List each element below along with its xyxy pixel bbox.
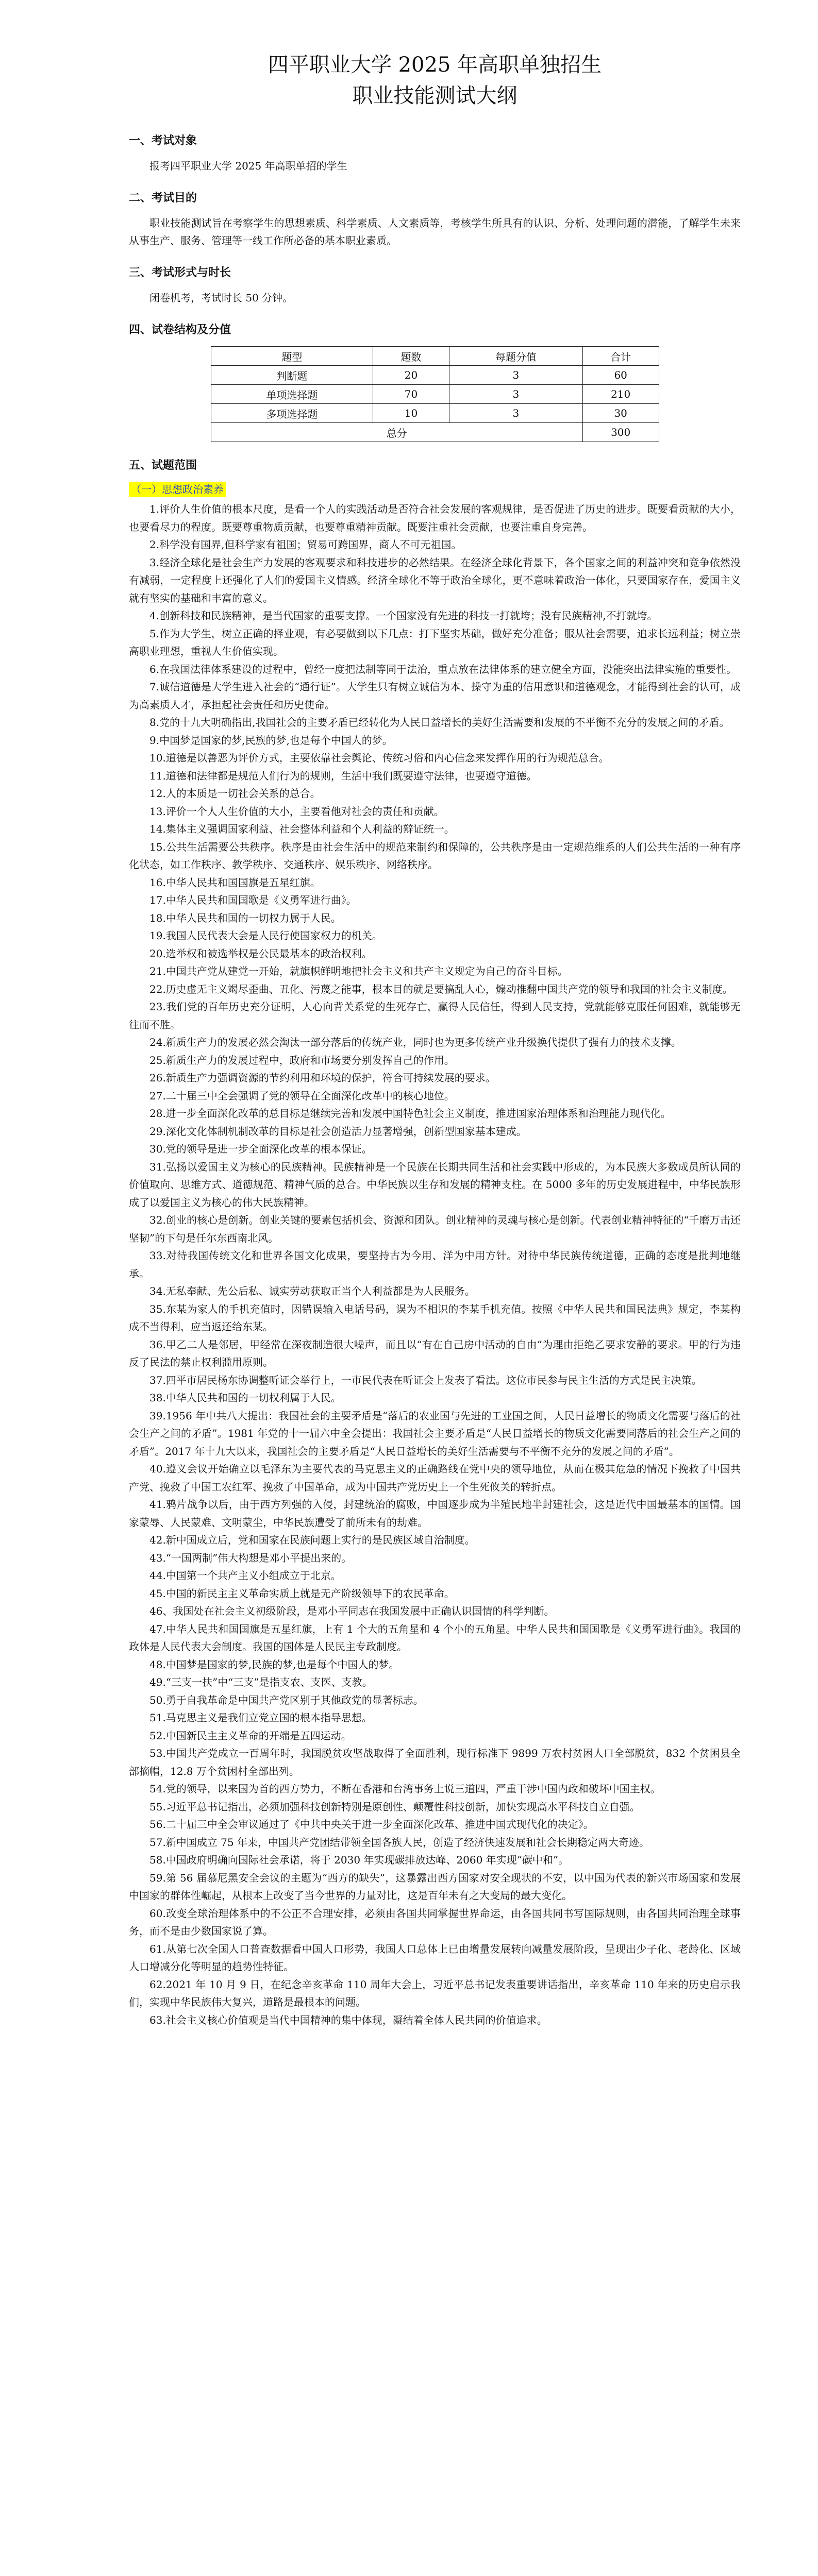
section-title-exam-format: 三、考试形式与时长 [129,266,231,279]
list-item: 26.新质生产力强调资源的节约利用和环境的保护，符合可持续发展的要求。 [149,1072,496,1084]
table-cell: 判断题 [211,366,373,385]
table-header-cell: 每题分值 [449,347,582,366]
list-item: 34.无私奉献、先公后私、诚实劳动获取正当个人利益都是为人民服务。 [149,1285,475,1297]
table-cell: 60 [582,366,659,385]
table-cell: 单项选择题 [211,385,373,404]
list-item: 40.遵义会议开始确立以毛泽东为主要代表的马克思主义的正确路线在党中央的领导地位，从而在极其危急的情况下挽救了中国共产党、挽救了中国工农红军、挽救了中国革命，成为中国共产党历史上一个生死攸关的转折点。 [129,1463,741,1493]
list-item: 59.第 56 届慕尼黑安全会议的主题为“西方的缺失”，这暴露出西方国家对安全现状的不安，以中国为代表的新兴市场国家和发展中国家的群体性崛起，从根本上改变了当今世界的力量对比，这是百年未有之大变局的最大变化。 [129,1871,741,1902]
table-cell: 70 [373,385,449,404]
list-item: 48.中国梦是国家的梦,民族的梦,也是每个中国人的梦。 [149,1658,399,1671]
table-total-row [211,423,659,442]
list-item: 8.党的十九大明确指出,我国社会的主要矛盾已经转化为人民日益增长的美好生活需要和发展的不平衡不充分的发展之间的矛盾。 [149,716,730,728]
table-total-label: 总分 [211,423,582,442]
table-header-cell: 题数 [373,347,449,366]
list-item: 24.新质生产力的发展必然会淘汰一部分落后的传统产业，同时也为更多传统产业升级换代提供了强有力的技术支撑。 [149,1036,681,1048]
list-item: 36.甲乙二人是邻居，甲经常在深夜制造很大噪声，而且以“有在自己房中活动的自由”为理由拒绝乙要求安静的要求。甲的行为违反了民法的禁止权利滥用原则。 [129,1338,741,1368]
list-item: 57.新中国成立 75 年来，中国共产党团结带领全国各族人民，创造了经济快速发展和社会长期稳定两大奇迹。 [149,1836,649,1849]
list-item: 49.“三支一扶”中“三支”是指支农、支医、支教。 [149,1676,373,1688]
list-item: 18.中华人民共和国的一切权力属于人民。 [149,911,341,924]
list-item: 46、我国处在社会主义初级阶段，是邓小平同志在我国发展中正确认识国情的科学判断。 [149,1605,555,1617]
list-item: 17.中华人民共和国国歌是《义勇军进行曲》。 [149,894,357,906]
list-item: 4.创新科技和民族精神，是当代国家的重要支撑。一个国家没有先进的科技一打就垮；没有民族精神,不打就垮。 [149,609,658,622]
list-item: 10.道德是以善恶为评价方式，主要依靠社会舆论、传统习俗和内心信念来发挥作用的行为规范总合。 [149,752,609,764]
list-item: 61.从第七次全国人口普查数据看中国人口形势，我国人口总体上已由增量发展转向减量发展阶段，呈现出少子化、老龄化、区域人口增减分化等明显的趋势性特征。 [129,1942,741,1973]
list-item: 33.对待我国传统文化和世界各国文化成果，要坚持古为今用、洋为中用方针。对待中华民族传统道德，正确的态度是批判地继承。 [129,1249,741,1280]
list-item: 31.弘扬以爱国主义为核心的民族精神。民族精神是一个民族在长期共同生活和社会实践中形成的，为本民族大多数成员所认同的价值取向、思维方式、道德规范、精神气质的总合。中华民族以生存和发展的精神支柱。在 5000 多年的历史发展进程中，中华民族形成了以爱国主义为核心的伟大民族精神。 [129,1160,741,1209]
section-title-question-scope: 五、试题范围 [129,459,197,472]
list-item: 29.深化文化体制机制改革的目标是社会创造活力显著增强，创新型国家基本建成。 [149,1125,527,1138]
table-header-cell: 合计 [582,347,659,366]
list-item: 20.选举权和被选举权是公民最基本的政治权利。 [149,947,372,960]
section-text-exam-target: 报考四平职业大学 2025 年高职单招的学生 [149,160,347,172]
list-item: 22.历史虚无主义竭尽歪曲、丑化、污蔑之能事，根本目的就是要搞乱人心，煽动推翻中国共产党的领导和我国的社会主义制度。 [149,982,733,995]
table-cell: 多项选择题 [211,404,373,423]
table-row [211,404,659,423]
section-title-exam-target: 一、考试对象 [129,134,197,147]
list-item: 35.东某为家人的手机充值时，因错误输入电话号码，误为不相识的李某手机充值。按照《中华人民共和国民法典》规定，李某构成不当得利，应当返还给东某。 [129,1302,741,1333]
section-title-paper-structure: 四、试卷结构及分值 [129,324,231,336]
table-cell: 30 [582,404,659,423]
section-text-exam-format: 闭卷机考，考试时长 50 分钟。 [149,292,293,304]
list-item: 7.诚信道德是大学生进入社会的“通行证”。大学生只有树立诚信为本、操守为重的信用意识和道德观念，才能得到社会的认可，成为高素质人才，承担起社会责任和历史使命。 [129,681,741,711]
list-item: 41.鸦片战争以后，由于西方列强的入侵，封建统治的腐败，中国逐步成为半殖民地半封建社会，这是近代中国最基本的国情。国家蒙辱、人民蒙难、文明蒙尘，中华民族遭受了前所未有的劫难。 [129,1498,741,1529]
list-item: 60.改变全球治理体系中的不公正不合理安排，必须由各国共同掌握世界命运，由各国共同书写国际规则，由各国共同治理全球事务，而不是由少数国家说了算。 [129,1907,741,1937]
list-item: 52.中国新民主主义革命的开端是五四运动。 [149,1729,352,1742]
list-item: 42.新中国成立后，党和国家在民族问题上实行的是民族区域自治制度。 [149,1534,475,1546]
subsection-label-political-literacy: （一）思想政治素养 [129,482,226,497]
list-item: 15.公共生活需要公共秩序。秩序是由社会生活中的规范来制约和保障的，公共秩序是由一定规范维系的人们公共生活的一种有序化状态，如工作秩序、教学秩序、交通秩序、娱乐秩序、网络秩序。 [129,840,741,871]
list-item: 51.马克思主义是我们立党立国的根本指导思想。 [149,1711,372,1724]
list-item: 25.新质生产力的发展过程中，政府和市场要分别发挥自己的作用。 [149,1054,455,1066]
list-item: 3.经济全球化是社会生产力发展的客观要求和科技进步的必然结果。在经济全球化背景下，各个国家之间的利益冲突和竞争依然没有减弱，一定程度上还强化了人们的爱国主义情感。经济全球化不等于政治全球化，更不意味着政治一体化，只要国家存在，爱国主义就有坚实的基础和丰富的意义。 [129,556,741,604]
list-item: 62.2021 年 10 月 9 日，在纪念辛亥革命 110 周年大会上，习近平总书记发表重要讲话指出，辛亥革命 110 年来的历史启示我们，实现中华民族伟大复兴，道路是最根本的问题。 [129,1978,741,2008]
list-item: 58.中国政府明确向国际社会承诺，将于 2030 年实现碳排放达峰、2060 年实现“碳中和”。 [149,1854,569,1866]
table-row [211,385,659,404]
table-cell: 210 [582,385,659,404]
list-item: 54.党的领导，以来国为首的西方势力，不断在香港和台湾事务上说三道四，严重干涉中国内政和破坏中国主权。 [149,1783,661,1795]
list-item: 12.人的本质是一切社会关系的总合。 [149,787,321,800]
document-subtitle: 职业技能测试大纲 [352,84,517,108]
score-distribution-table [211,346,659,442]
score-table-wrapper [211,346,659,442]
list-item: 14.集体主义强调国家利益、社会整体利益和个人利益的辩证统一。 [149,823,455,835]
list-item: 55.习近平总书记指出，必须加强科技创新特别是原创性、颠覆性科技创新，加快实现高水平科技自立自强。 [149,1800,640,1813]
list-item: 13.评价一个人人生价值的大小，主要看他对社会的责任和贡献。 [149,805,444,818]
list-item: 11.道德和法律都是规范人们行为的规则，生活中我们既要遵守法律，也要遵守道德。 [149,769,537,782]
table-cell: 3 [449,366,582,385]
list-item: 23.我们党的百年历史充分证明，人心向背关系党的生死存亡，赢得人民信任，得到人民支持，党就能够克服任何困难，就能够无往而不胜。 [129,1001,741,1031]
list-item: 16.中华人民共和国国旗是五星红旗。 [149,876,321,889]
list-item: 53.中国共产党成立一百周年时，我国脱贫攻坚战取得了全面胜利，现行标准下 9899 万农村贫困人口全部脱贫，832 个贫困县全部摘帽，12.8 万个贫困村全部出列。 [129,1747,741,1777]
table-cell: 10 [373,404,449,423]
list-item: 2.科学没有国界,但科学家有祖国；贸易可跨国界，商人不可无祖国。 [149,538,462,551]
section-title-exam-purpose: 二、考试目的 [129,192,197,205]
table-row [211,366,659,385]
list-item: 39.1956 年中共八大提出：我国社会的主要矛盾是“落后的农业国与先进的工业国之间，人民日益增长的物质文化需要与落后的社会生产之间的矛盾”。1981 年党的十一届六中全会提出：我国社会主要矛盾是“人民日益增长的物质文化需要同落后的社会生产之间的矛盾”。2017 年十九大以来，我国社会的主要矛盾是“人民日益增长的美好生活需要与不平衡不充分的发展之间的矛盾”。 [129,1409,741,1458]
list-item: 38.中华人民共和国的一切权利属于人民。 [149,1392,341,1404]
list-item: 32.创业的核心是创新。创业关键的要素包括机会、资源和团队。创业精神的灵魂与核心是创新。代表创业精神特征的“千磨万击还坚韧”的下句是任尔东西南北风。 [129,1214,741,1244]
list-item: 56.二十届三中全会审议通过了《中共中央关于进一步全面深化改革、推进中国式现代化的决定》。 [149,1818,594,1831]
list-item: 44.中国第一个共产主义小组成立于北京。 [149,1569,341,1582]
list-item: 9.中国梦是国家的梦,民族的梦,也是每个中国人的梦。 [149,734,393,747]
list-item: 5.作为大学生，树立正确的择业观，有必要做到以下几点：打下坚实基础，做好充分准备；服从社会需要，追求长远利益；树立崇高职业理想，重视人生价值实现。 [129,627,741,657]
table-cell: 3 [449,385,582,404]
list-item: 50.勇于自我革命是中国共产党区别于其他政党的显著标志。 [149,1693,424,1706]
list-item: 28.进一步全面深化改革的总目标是继续完善和发展中国特色社会主义制度，推进国家治理体系和治理能力现代化。 [149,1107,671,1120]
table-total-value: 300 [582,423,659,442]
list-item: 63.社会主义核心价值观是当代中国精神的集中体现，凝结着全体人民共同的价值追求。 [149,2013,547,2026]
table-header-row [211,347,659,366]
list-item: 6.在我国法律体系建设的过程中，曾经一度把法制等同于法治，重点放在法律体系的建立健全方面，没能突出法律实施的重要性。 [149,663,737,675]
list-item: 19.我国人民代表大会是人民行使国家权力的机关。 [149,929,382,942]
knowledge-point-list [129,500,741,2029]
list-item: 47.中华人民共和国国旗是五星红旗，上有 1 个大的五角星和 4 个小的五角星。中华人民共和国国歌是《义勇军进行曲》。我国的政体是人民代表大会制度。我国的国体是人民民主专政制度。 [129,1622,741,1653]
section-text-exam-purpose: 职业技能测试旨在考察学生的思想素质、科学素质、人文素质等，考核学生所具有的认识、分析、处理问题的潜能，了解学生未来从事生产、服务、管理等一线工作所必备的基本职业素质。 [129,217,741,247]
table-cell: 3 [449,404,582,423]
table-header-cell: 题型 [211,347,373,366]
table-cell: 20 [373,366,449,385]
list-item: 37.四平市居民杨东协调整听证会举行上，一市民代表在听证会上发表了看法。这位市民参与民主生活的方式是民主决策。 [149,1374,702,1386]
document-title: 四平职业大学 2025 年高职单独招生 [268,53,602,77]
list-item: 1.评价人生价值的根本尺度，是看一个人的实践活动是否符合社会发展的客观规律，是否促进了历史的进步。既要看贡献的大小，也要看尽力的程度。既要尊重物质贡献，也要尊重精神贡献。既要注重社会贡献，也要注重自身完善。 [129,503,741,533]
list-item: 30.党的领导是进一步全面深化改革的根本保证。 [149,1143,372,1155]
list-item: 43.“一国两制”伟大构想是邓小平提出来的。 [149,1551,352,1564]
list-item: 27.二十届三中全会强调了党的领导在全面深化改革中的核心地位。 [149,1089,455,1102]
list-item: 21.中国共产党从建党一开始，就旗帜鲜明地把社会主义和共产主义规定为自己的奋斗目标。 [149,965,568,977]
list-item: 45.中国的新民主主义革命实质上就是无产阶级领导下的农民革命。 [149,1587,455,1600]
